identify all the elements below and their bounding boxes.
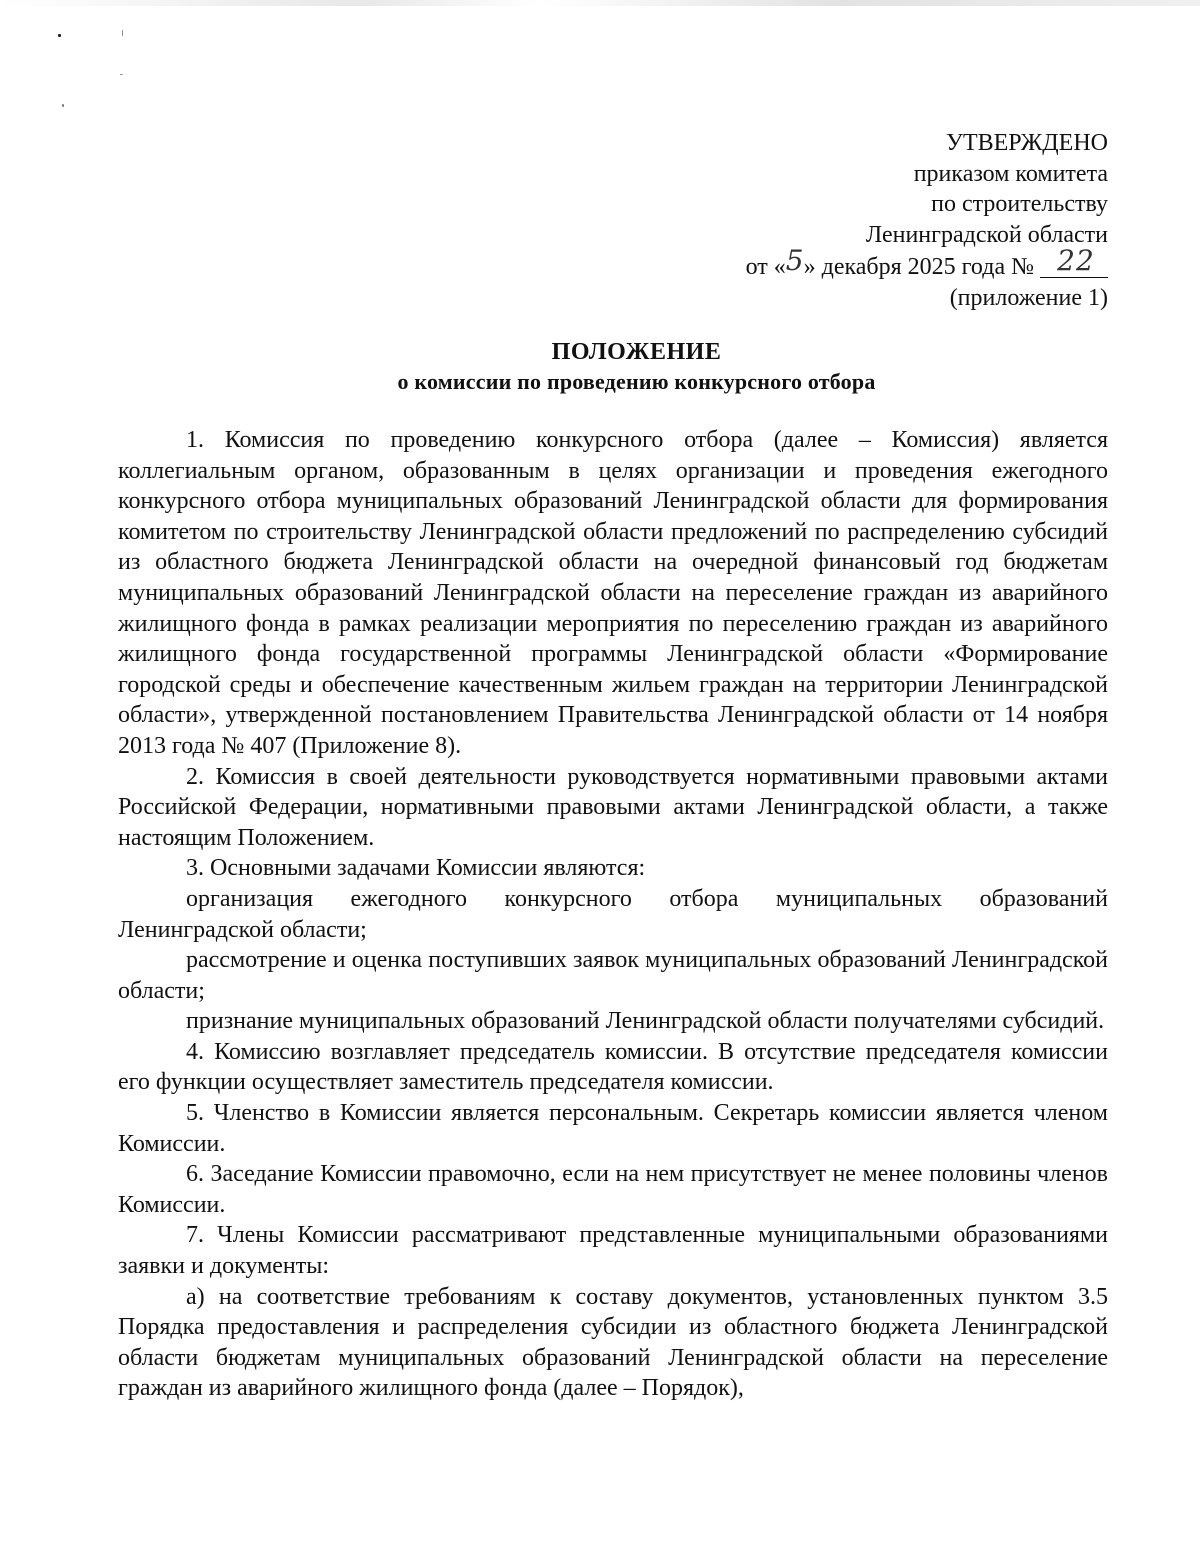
approval-block <box>746 128 1108 313</box>
paragraph-3-item-3: признание муниципальных образований Ленинградской области получателями субсидий. <box>186 1008 1105 1035</box>
approval-line-order: приказом комитета <box>913 160 1108 187</box>
document-title-block <box>0 338 1200 396</box>
handwritten-number: 22 <box>1040 246 1108 278</box>
paragraph-7: 7. Члены Комиссии рассматривают представленные муниципальными образованиями заявки и документы: <box>118 1222 1108 1280</box>
scan-speck <box>120 74 123 75</box>
paragraph-3: 3. Основными задачами Комиссии являются: <box>186 855 646 882</box>
paragraph-2: 2. Комиссия в своей деятельности руководствуется нормативными правовыми актами Российской Федерации, нормативными правовыми актами Ленинградской области, а также настоящим Положением. <box>118 763 1108 851</box>
handwritten-day: 5 <box>785 244 804 277</box>
paragraph-7-item-a: а) на соответствие требованиям к составу документов, установленных пунктом 3.5 Порядка предоставления и распределения субсидии из областного бюджета Ленинградской области бюджетам муниципальных образований Ленинградской области на переселение граждан из аварийного жилищного фонда (далее – Порядок), <box>118 1283 1108 1402</box>
scan-speck <box>58 34 61 37</box>
paragraph-6: 6. Заседание Комиссии правомочно, если на нем присутствует не менее половины членов Комиссии. <box>118 1161 1108 1218</box>
scan-edge-artifact <box>0 0 1200 6</box>
paragraph-4: 4. Комиссию возглавляет председатель комиссии. В отсутствие председателя комиссии его функции осуществляет заместитель председателя комиссии. <box>118 1038 1108 1096</box>
date-suffix: » декабря 2025 года № <box>803 254 1034 280</box>
date-prefix: от « <box>745 254 786 280</box>
paragraph-5: 5. Членство в Комиссии является персональным. Секретарь комиссии является членом Комиссии. <box>118 1100 1108 1157</box>
approval-line-region: Ленинградской области <box>865 221 1108 248</box>
scan-speck <box>122 30 123 36</box>
paragraph-1: 1. Комиссия по проведению конкурсного отбора (далее – Комиссия) является коллегиальным органом, образованным в целях организации и проведения ежегодного конкурсного отбора муниципальных образований Ленинградской области для формирования комитетом по строительству Ленинградской области предложений по распределению субсидий из областного бюджета Ленинградской области на очередной финансовый год бюджетам муниципальных образований Ленинградской области на переселение граждан из аварийного жилищного фонда в рамках реализации мероприятия по переселению граждан из аварийного жилищного фонда государственной программы Ленинградской области «Формирование городской среды и обеспечение качественным жильем граждан на территории Ленинградской области», утвержденной постановлением Правительства Ленинградской области от 14 ноября 2013 года № 407 (Приложение 8). <box>118 427 1108 759</box>
approval-appendix: (приложение 1) <box>949 284 1108 311</box>
document-subtitle: о комиссии по проведению конкурсного отбора <box>397 369 876 394</box>
document-body <box>118 425 1108 1404</box>
paragraph-3-item-1: организация ежегодного конкурсного отбора муниципальных образований Ленинградской области; <box>118 885 1108 943</box>
paragraph-3-item-2: рассмотрение и оценка поступивших заявок муниципальных образований Ленинградской области; <box>118 947 1108 1004</box>
approval-stamp: УТВЕРЖДЕНО <box>945 130 1108 156</box>
scan-speck <box>62 104 64 107</box>
approval-date-line <box>745 244 1108 283</box>
approval-line-committee: по строительству <box>931 191 1108 217</box>
document-title: ПОЛОЖЕНИЕ <box>551 339 722 365</box>
